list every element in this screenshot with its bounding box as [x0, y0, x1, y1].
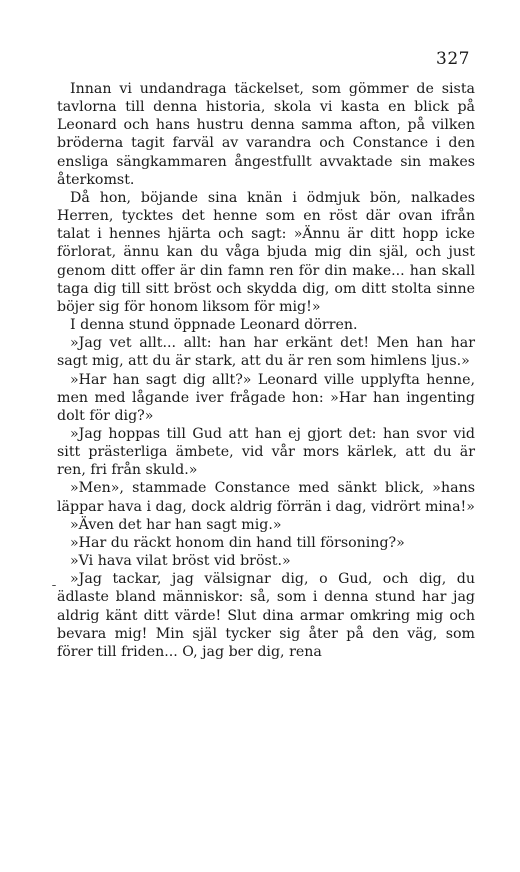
paragraph: »Jag tackar, jag välsignar dig, o Gud, och dig, du ädlaste bland människor: så, som i denna stund har jag aldrig känt ditt värde! Slut dina armar omkring mig och bevara mig! Min själ tycker sig åter på den väg, som förer till friden... O, jag ber dig, rena — [57, 571, 475, 660]
paragraph: »Även det har han sagt mig.» — [70, 516, 282, 533]
page-number: 327 — [436, 49, 470, 69]
paragraph: »Har han sagt dig allt?» Leonard ville upplyfta henne, men med lågande iver frågade hon: »Har han ingenting dolt för dig?» — [57, 371, 475, 424]
paragraph: »Vi hava vilat bröst vid bröst.» — [70, 553, 291, 570]
paragraph: Då hon, böjande sina knän i ödmjuk bön, nalkades Herren, tycktes det henne som en röst där ovan ifrån talat i hennes hjärta och sagt: »Ännu är ditt hopp icke förlorat, ännu kan du våga bjuda mig din själ, och just genom ditt offer är din famn ren för din make... han skall taga dig till sitt bröst och skydda dig, om ditt stolta sinne böjer sig för honom liksom för mig!» — [57, 189, 475, 315]
paragraph: I denna stund öppnade Leonard dörren. — [70, 317, 358, 334]
paragraph: »Jag hoppas till Gud att han ej gjort det: han svor vid sitt prästerliga ämbete, vid vår mors kärlek, att du är ren, fri från skuld.» — [57, 425, 475, 479]
paragraph: »Jag vet allt... allt: han har erkänt det! Men han har sagt mig, att du är stark, att du är ren som himlens ljus.» — [57, 335, 475, 370]
paragraph: »Har du räckt honom din hand till försoning?» — [70, 534, 405, 551]
paragraph: »Men», stammade Constance med sänkt blick, »hans läppar hava i dag, dock aldrig förrän i dag, vidrört mina!» — [57, 480, 475, 515]
paragraph: Innan vi undandraga täckelset, som gömmer de sista tavlorna till denna historia, skola vi kasta en blick på Leonard och hans hustru denna samma afton, på vilken bröderna tagit farväl av varandra och Constance i den ensliga sängkammaren ångestfullt avvaktade sin makes återkomst. — [57, 81, 475, 188]
body-text — [57, 80, 475, 661]
print-mark: ¯ — [51, 583, 57, 597]
